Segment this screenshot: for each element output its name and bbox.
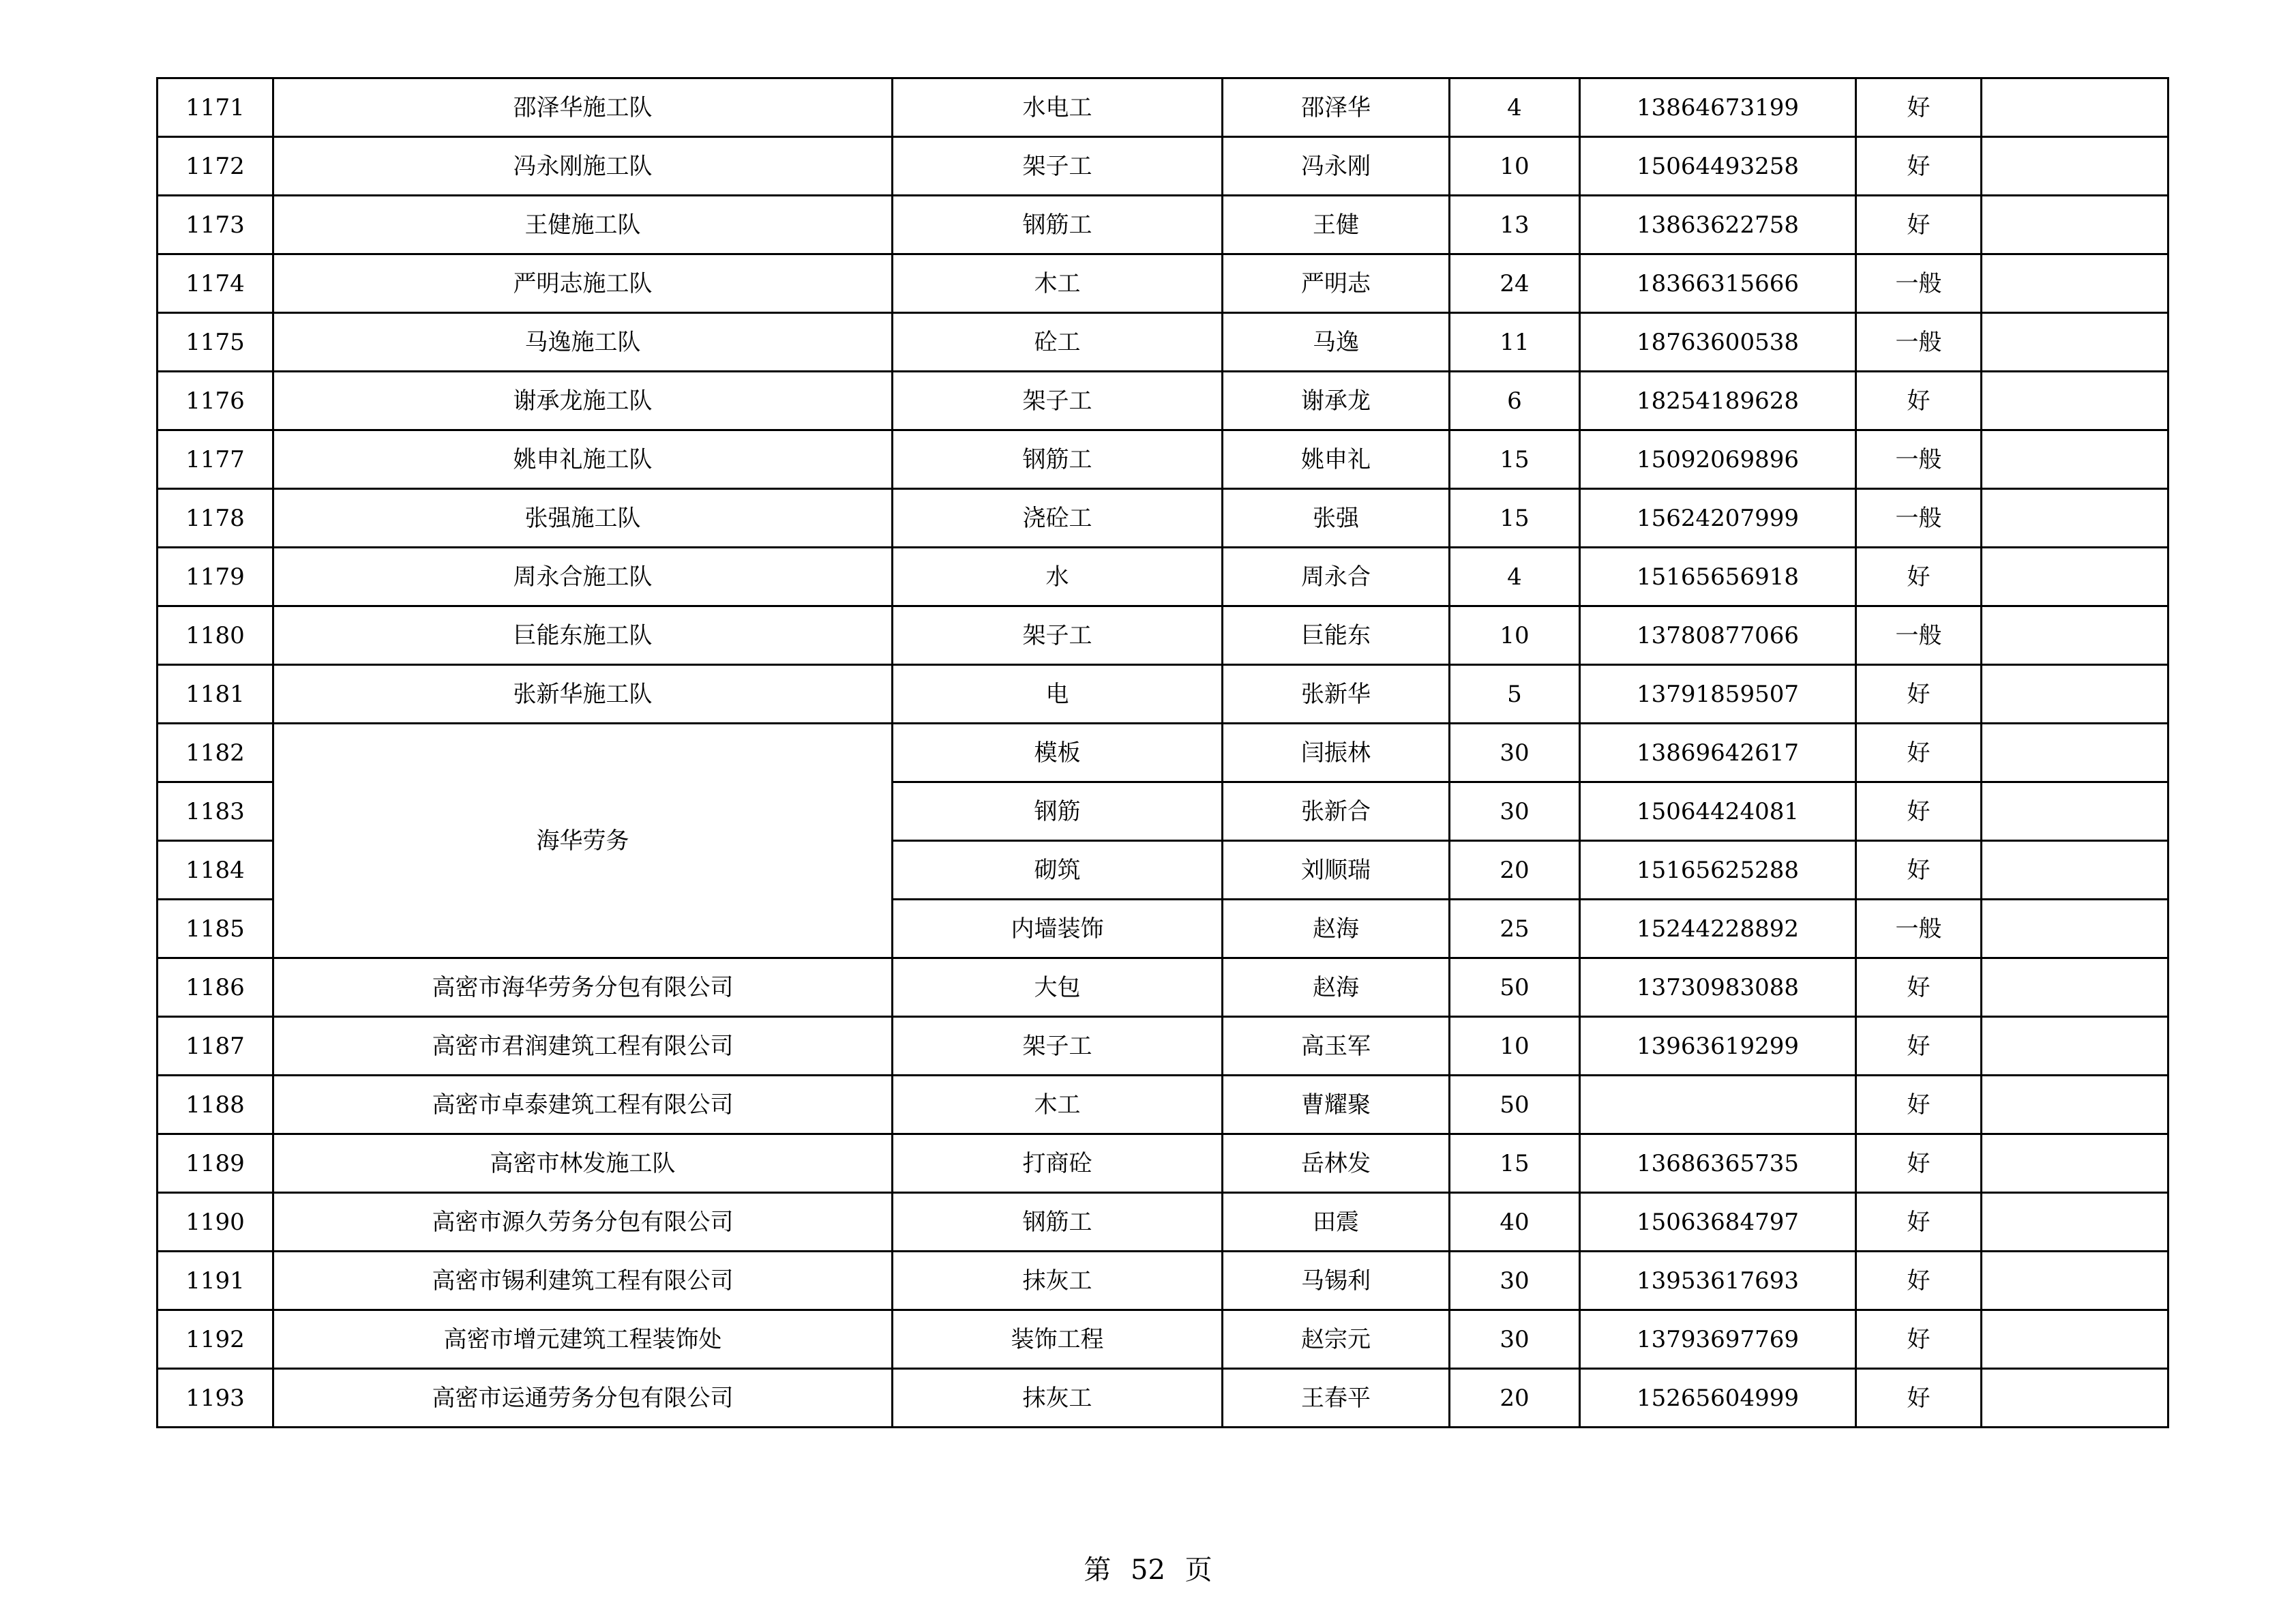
cell-trade: 木工	[893, 1076, 1223, 1134]
cell-leader: 曹耀聚	[1223, 1076, 1450, 1134]
cell-leader: 邵泽华	[1223, 78, 1450, 137]
cell-note	[1982, 782, 2168, 841]
cell-trade: 架子工	[893, 1017, 1223, 1076]
cell-rating: 好	[1856, 137, 1982, 196]
cell-trade: 架子工	[893, 606, 1223, 665]
cell-count: 13	[1450, 196, 1580, 254]
cell-leader: 闫振林	[1223, 724, 1450, 782]
cell-count: 50	[1450, 1076, 1580, 1134]
table-row	[158, 1310, 2168, 1369]
cell-phone: 13963619299	[1580, 1017, 1856, 1076]
table-row	[158, 430, 2168, 489]
cell-team-name: 高密市锡利建筑工程有限公司	[273, 1252, 893, 1310]
cell-count: 10	[1450, 137, 1580, 196]
table-row	[158, 548, 2168, 606]
cell-trade: 模板	[893, 724, 1223, 782]
cell-phone: 15064493258	[1580, 137, 1856, 196]
cell-phone: 13780877066	[1580, 606, 1856, 665]
cell-note	[1982, 137, 2168, 196]
cell-count: 6	[1450, 372, 1580, 430]
cell-trade: 内墙装饰	[893, 900, 1223, 958]
cell-trade: 架子工	[893, 372, 1223, 430]
cell-number: 1189	[158, 1134, 273, 1193]
cell-leader: 刘顺瑞	[1223, 841, 1450, 900]
cell-rating: 好	[1856, 1076, 1982, 1134]
cell-number: 1184	[158, 841, 273, 900]
cell-team-name: 高密市源久劳务分包有限公司	[273, 1193, 893, 1252]
cell-team-name: 高密市卓泰建筑工程有限公司	[273, 1076, 893, 1134]
cell-rating: 好	[1856, 372, 1982, 430]
cell-trade: 钢筋	[893, 782, 1223, 841]
cell-trade: 抹灰工	[893, 1252, 1223, 1310]
cell-leader: 马逸	[1223, 313, 1450, 372]
cell-trade: 大包	[893, 958, 1223, 1017]
cell-phone: 18254189628	[1580, 372, 1856, 430]
cell-number: 1191	[158, 1252, 273, 1310]
cell-team-name: 严明志施工队	[273, 254, 893, 313]
cell-count: 25	[1450, 900, 1580, 958]
cell-note	[1982, 1193, 2168, 1252]
cell-leader: 高玉军	[1223, 1017, 1450, 1076]
cell-rating: 好	[1856, 1369, 1982, 1428]
cell-count: 11	[1450, 313, 1580, 372]
cell-phone: 13863622758	[1580, 196, 1856, 254]
cell-leader: 谢承龙	[1223, 372, 1450, 430]
cell-phone	[1580, 1076, 1856, 1134]
cell-rating: 好	[1856, 196, 1982, 254]
cell-note	[1982, 196, 2168, 254]
cell-rating: 好	[1856, 724, 1982, 782]
cell-number: 1179	[158, 548, 273, 606]
table-row	[158, 606, 2168, 665]
cell-rating: 一般	[1856, 254, 1982, 313]
cell-leader: 岳林发	[1223, 1134, 1450, 1193]
cell-count: 24	[1450, 254, 1580, 313]
table-row	[158, 1252, 2168, 1310]
cell-rating: 一般	[1856, 606, 1982, 665]
cell-number: 1173	[158, 196, 273, 254]
cell-team-name: 高密市君润建筑工程有限公司	[273, 1017, 893, 1076]
cell-trade: 砌筑	[893, 841, 1223, 900]
table-row	[158, 196, 2168, 254]
cell-count: 10	[1450, 606, 1580, 665]
cell-number: 1178	[158, 489, 273, 548]
cell-phone: 13864673199	[1580, 78, 1856, 137]
cell-number: 1183	[158, 782, 273, 841]
cell-count: 30	[1450, 782, 1580, 841]
cell-note	[1982, 1369, 2168, 1428]
cell-team-name: 周永合施工队	[273, 548, 893, 606]
cell-trade: 水	[893, 548, 1223, 606]
cell-team-name: 高密市海华劳务分包有限公司	[273, 958, 893, 1017]
cell-note	[1982, 958, 2168, 1017]
cell-team-name: 冯永刚施工队	[273, 137, 893, 196]
cell-number: 1188	[158, 1076, 273, 1134]
cell-team-name: 高密市运通劳务分包有限公司	[273, 1369, 893, 1428]
cell-leader: 周永合	[1223, 548, 1450, 606]
cell-phone: 18366315666	[1580, 254, 1856, 313]
cell-leader: 王健	[1223, 196, 1450, 254]
cell-rating: 好	[1856, 1310, 1982, 1369]
cell-count: 10	[1450, 1017, 1580, 1076]
cell-rating: 好	[1856, 841, 1982, 900]
cell-trade: 钢筋工	[893, 1193, 1223, 1252]
cell-leader: 冯永刚	[1223, 137, 1450, 196]
cell-note	[1982, 254, 2168, 313]
cell-number: 1186	[158, 958, 273, 1017]
table-row	[158, 1076, 2168, 1134]
cell-number: 1182	[158, 724, 273, 782]
table-row	[158, 372, 2168, 430]
table-row	[158, 1193, 2168, 1252]
cell-trade: 抹灰工	[893, 1369, 1223, 1428]
cell-count: 50	[1450, 958, 1580, 1017]
table-row	[158, 724, 2168, 782]
cell-note	[1982, 724, 2168, 782]
cell-number: 1190	[158, 1193, 273, 1252]
cell-phone: 15624207999	[1580, 489, 1856, 548]
cell-note	[1982, 1017, 2168, 1076]
cell-number: 1172	[158, 137, 273, 196]
cell-leader: 张新华	[1223, 665, 1450, 724]
cell-number: 1187	[158, 1017, 273, 1076]
cell-rating: 好	[1856, 548, 1982, 606]
cell-count: 15	[1450, 1134, 1580, 1193]
cell-note	[1982, 372, 2168, 430]
page-prefix: 第	[1084, 1554, 1112, 1586]
cell-team-name: 邵泽华施工队	[273, 78, 893, 137]
cell-trade: 钢筋工	[893, 430, 1223, 489]
cell-note	[1982, 606, 2168, 665]
table-row	[158, 254, 2168, 313]
cell-leader: 赵海	[1223, 900, 1450, 958]
cell-phone: 13793697769	[1580, 1310, 1856, 1369]
cell-number: 1177	[158, 430, 273, 489]
cell-count: 4	[1450, 548, 1580, 606]
cell-team-name: 高密市增元建筑工程装饰处	[273, 1310, 893, 1369]
cell-leader: 巨能东	[1223, 606, 1450, 665]
cell-count: 40	[1450, 1193, 1580, 1252]
cell-team-name: 王健施工队	[273, 196, 893, 254]
cell-number: 1181	[158, 665, 273, 724]
cell-phone: 13953617693	[1580, 1252, 1856, 1310]
cell-phone: 18763600538	[1580, 313, 1856, 372]
cell-note	[1982, 489, 2168, 548]
cell-team-name: 谢承龙施工队	[273, 372, 893, 430]
table-row	[158, 78, 2168, 137]
cell-rating: 一般	[1856, 430, 1982, 489]
cell-count: 20	[1450, 841, 1580, 900]
cell-team-name: 马逸施工队	[273, 313, 893, 372]
cell-note	[1982, 1076, 2168, 1134]
cell-number: 1176	[158, 372, 273, 430]
cell-rating: 一般	[1856, 900, 1982, 958]
cell-team-name: 海华劳务	[273, 724, 893, 958]
cell-phone: 15265604999	[1580, 1369, 1856, 1428]
table-row	[158, 313, 2168, 372]
table-row	[158, 1017, 2168, 1076]
cell-rating: 好	[1856, 1134, 1982, 1193]
cell-phone: 15165656918	[1580, 548, 1856, 606]
cell-rating: 好	[1856, 1252, 1982, 1310]
cell-team-name: 张新华施工队	[273, 665, 893, 724]
cell-number: 1174	[158, 254, 273, 313]
cell-rating: 好	[1856, 782, 1982, 841]
cell-note	[1982, 313, 2168, 372]
table-row	[158, 137, 2168, 196]
cell-count: 5	[1450, 665, 1580, 724]
cell-count: 20	[1450, 1369, 1580, 1428]
cell-note	[1982, 1134, 2168, 1193]
cell-trade: 浇砼工	[893, 489, 1223, 548]
cell-phone: 13686365735	[1580, 1134, 1856, 1193]
cell-rating: 一般	[1856, 313, 1982, 372]
cell-count: 30	[1450, 1252, 1580, 1310]
table-row	[158, 489, 2168, 548]
table-body	[158, 78, 2168, 1428]
cell-note	[1982, 1310, 2168, 1369]
cell-leader: 王春平	[1223, 1369, 1450, 1428]
table-row	[158, 958, 2168, 1017]
cell-note	[1982, 548, 2168, 606]
cell-team-name: 张强施工队	[273, 489, 893, 548]
cell-leader: 张新合	[1223, 782, 1450, 841]
cell-phone: 13730983088	[1580, 958, 1856, 1017]
contractor-table	[156, 77, 2169, 1428]
table-row	[158, 665, 2168, 724]
cell-rating: 好	[1856, 958, 1982, 1017]
cell-count: 15	[1450, 430, 1580, 489]
cell-rating: 好	[1856, 665, 1982, 724]
cell-phone: 15244228892	[1580, 900, 1856, 958]
cell-phone: 13869642617	[1580, 724, 1856, 782]
cell-note	[1982, 78, 2168, 137]
cell-leader: 田震	[1223, 1193, 1450, 1252]
cell-number: 1192	[158, 1310, 273, 1369]
cell-number: 1193	[158, 1369, 273, 1428]
page-suffix: 页	[1184, 1554, 1212, 1586]
cell-trade: 木工	[893, 254, 1223, 313]
cell-trade: 打商砼	[893, 1134, 1223, 1193]
cell-leader: 赵海	[1223, 958, 1450, 1017]
cell-number: 1171	[158, 78, 273, 137]
cell-rating: 好	[1856, 1017, 1982, 1076]
cell-leader: 张强	[1223, 489, 1450, 548]
cell-note	[1982, 900, 2168, 958]
cell-trade: 钢筋工	[893, 196, 1223, 254]
cell-leader: 赵宗元	[1223, 1310, 1450, 1369]
cell-phone: 15063684797	[1580, 1193, 1856, 1252]
cell-leader: 马锡利	[1223, 1252, 1450, 1310]
cell-count: 30	[1450, 724, 1580, 782]
cell-note	[1982, 841, 2168, 900]
cell-rating: 好	[1856, 78, 1982, 137]
cell-note	[1982, 430, 2168, 489]
cell-trade: 水电工	[893, 78, 1223, 137]
table-row	[158, 1369, 2168, 1428]
cell-count: 30	[1450, 1310, 1580, 1369]
cell-trade: 砼工	[893, 313, 1223, 372]
cell-note	[1982, 1252, 2168, 1310]
cell-trade: 电	[893, 665, 1223, 724]
cell-trade: 装饰工程	[893, 1310, 1223, 1369]
cell-count: 4	[1450, 78, 1580, 137]
cell-leader: 严明志	[1223, 254, 1450, 313]
cell-team-name: 高密市林发施工队	[273, 1134, 893, 1193]
cell-rating: 好	[1856, 1193, 1982, 1252]
page-number: 52	[1131, 1554, 1165, 1586]
cell-team-name: 姚申礼施工队	[273, 430, 893, 489]
cell-phone: 15092069896	[1580, 430, 1856, 489]
cell-number: 1185	[158, 900, 273, 958]
cell-count: 15	[1450, 489, 1580, 548]
cell-number: 1175	[158, 313, 273, 372]
cell-note	[1982, 665, 2168, 724]
cell-number: 1180	[158, 606, 273, 665]
cell-phone: 15064424081	[1580, 782, 1856, 841]
cell-trade: 架子工	[893, 137, 1223, 196]
cell-rating: 一般	[1856, 489, 1982, 548]
cell-phone: 15165625288	[1580, 841, 1856, 900]
cell-leader: 姚申礼	[1223, 430, 1450, 489]
table-row	[158, 1134, 2168, 1193]
cell-team-name: 巨能东施工队	[273, 606, 893, 665]
page-footer	[0, 1548, 2296, 1587]
cell-phone: 13791859507	[1580, 665, 1856, 724]
